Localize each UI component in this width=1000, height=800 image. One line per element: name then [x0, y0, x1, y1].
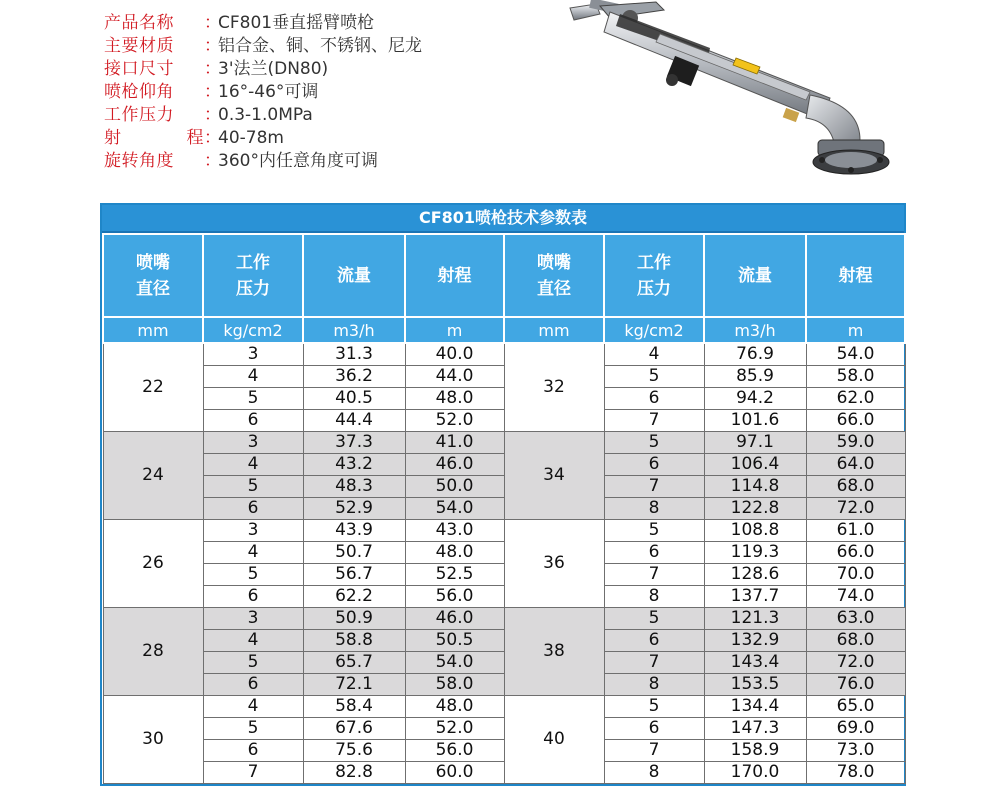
pressure-cell: 6 [203, 498, 303, 520]
range-cell: 50.5 [405, 630, 504, 652]
flow-cell: 52.9 [303, 498, 405, 520]
nozzle-diameter-cell: 34 [504, 432, 604, 520]
flow-cell: 97.1 [704, 432, 806, 454]
flow-cell: 37.3 [303, 432, 405, 454]
unit-row [103, 317, 905, 343]
flow-cell: 108.8 [704, 520, 806, 542]
pressure-cell: 4 [203, 542, 303, 564]
pressure-cell: 7 [604, 476, 704, 498]
unit-cell: mm [504, 317, 604, 343]
flow-cell: 36.2 [303, 366, 405, 388]
range-cell: 68.0 [806, 630, 905, 652]
pressure-cell: 6 [604, 454, 704, 476]
spec-row [104, 35, 564, 58]
flow-cell: 128.6 [704, 564, 806, 586]
pressure-cell: 4 [203, 454, 303, 476]
spec-value: 40-78m [218, 128, 284, 148]
spec-colon: ： [204, 82, 221, 102]
column-header-right-diameter: 喷嘴 直径 [504, 234, 604, 317]
flow-cell: 50.7 [303, 542, 405, 564]
flow-cell: 48.3 [303, 476, 405, 498]
pressure-cell: 5 [203, 718, 303, 740]
range-cell: 40.0 [405, 343, 504, 366]
table-row [103, 608, 905, 630]
pressure-cell: 7 [604, 652, 704, 674]
pressure-cell: 3 [203, 432, 303, 454]
pressure-cell: 7 [604, 740, 704, 762]
flow-cell: 44.4 [303, 410, 405, 432]
flow-cell: 67.6 [303, 718, 405, 740]
spec-value: CF801垂直摇臂喷枪 [218, 13, 375, 33]
nozzle-diameter-cell: 38 [504, 608, 604, 696]
pressure-cell: 5 [604, 432, 704, 454]
flow-cell: 43.9 [303, 520, 405, 542]
flow-cell: 85.9 [704, 366, 806, 388]
range-cell: 63.0 [806, 608, 905, 630]
table-row [103, 343, 905, 366]
range-cell: 72.0 [806, 652, 905, 674]
column-header-left-flow: 流量 [303, 234, 405, 317]
spec-label-char: 射 [104, 128, 122, 148]
spec-colon: ： [204, 105, 221, 125]
range-cell: 56.0 [405, 740, 504, 762]
parameter-table [100, 203, 906, 786]
table-body [103, 343, 905, 784]
range-cell: 48.0 [405, 388, 504, 410]
unit-cell: m3/h [303, 317, 405, 343]
pressure-cell: 8 [604, 762, 704, 784]
flow-cell: 119.3 [704, 542, 806, 564]
pressure-cell: 8 [604, 586, 704, 608]
range-cell: 50.0 [405, 476, 504, 498]
spec-row [104, 104, 564, 127]
flow-cell: 75.6 [303, 740, 405, 762]
spec-label: 喷枪仰角 [104, 82, 174, 102]
spec-colon: ： [204, 151, 221, 171]
flow-cell: 106.4 [704, 454, 806, 476]
pressure-cell: 6 [203, 410, 303, 432]
pressure-cell: 3 [203, 343, 303, 366]
range-cell: 61.0 [806, 520, 905, 542]
flow-cell: 94.2 [704, 388, 806, 410]
flow-cell: 82.8 [303, 762, 405, 784]
flow-cell: 50.9 [303, 608, 405, 630]
sprinkler-gun-icon [560, 0, 900, 195]
pressure-cell: 4 [203, 366, 303, 388]
column-header-left-pressure: 工作 压力 [203, 234, 303, 317]
column-header-left-range: 射程 [405, 234, 504, 317]
pressure-cell: 5 [203, 652, 303, 674]
spec-row [104, 81, 564, 104]
flow-cell: 158.9 [704, 740, 806, 762]
range-cell: 73.0 [806, 740, 905, 762]
range-cell: 72.0 [806, 498, 905, 520]
column-header-left-diameter: 喷嘴 直径 [103, 234, 203, 317]
spec-colon: ： [204, 13, 221, 33]
data-table [102, 233, 906, 784]
spec-row [104, 12, 564, 35]
range-cell: 60.0 [405, 762, 504, 784]
spec-label: 接口尺寸 [104, 59, 174, 79]
column-header-right-pressure: 工作 压力 [604, 234, 704, 317]
spec-value: 360°内任意角度可调 [218, 151, 378, 171]
unit-cell: m3/h [704, 317, 806, 343]
flow-cell: 153.5 [704, 674, 806, 696]
range-cell: 44.0 [405, 366, 504, 388]
nozzle-diameter-cell: 24 [103, 432, 203, 520]
range-cell: 58.0 [405, 674, 504, 696]
pressure-cell: 5 [604, 608, 704, 630]
nozzle-diameter-cell: 36 [504, 520, 604, 608]
range-cell: 41.0 [405, 432, 504, 454]
flow-cell: 132.9 [704, 630, 806, 652]
unit-cell: kg/cm2 [604, 317, 704, 343]
unit-cell: m [405, 317, 504, 343]
range-cell: 43.0 [405, 520, 504, 542]
flow-cell: 58.4 [303, 696, 405, 718]
range-cell: 52.0 [405, 718, 504, 740]
column-header-right-range: 射程 [806, 234, 905, 317]
flow-cell: 56.7 [303, 564, 405, 586]
pressure-cell: 8 [604, 498, 704, 520]
range-cell: 65.0 [806, 696, 905, 718]
spec-value: 3'法兰(DN80) [218, 59, 329, 79]
range-cell: 76.0 [806, 674, 905, 696]
range-cell: 58.0 [806, 366, 905, 388]
unit-cell: m [806, 317, 905, 343]
flow-cell: 65.7 [303, 652, 405, 674]
pressure-cell: 8 [604, 674, 704, 696]
pressure-cell: 6 [203, 674, 303, 696]
nozzle-diameter-cell: 40 [504, 696, 604, 784]
flow-cell: 147.3 [704, 718, 806, 740]
spec-label-char: 程 [186, 128, 204, 148]
spec-label: 工作压力 [104, 105, 174, 125]
range-cell: 52.5 [405, 564, 504, 586]
column-header-right-flow: 流量 [704, 234, 806, 317]
flow-cell: 76.9 [704, 343, 806, 366]
pressure-cell: 7 [203, 762, 303, 784]
spec-label: 主要材质 [104, 36, 174, 56]
flow-cell: 170.0 [704, 762, 806, 784]
range-cell: 62.0 [806, 388, 905, 410]
range-cell: 59.0 [806, 432, 905, 454]
flow-cell: 40.5 [303, 388, 405, 410]
pressure-cell: 6 [203, 586, 303, 608]
flow-cell: 134.4 [704, 696, 806, 718]
pressure-cell: 5 [604, 366, 704, 388]
flow-cell: 137.7 [704, 586, 806, 608]
nozzle-diameter-cell: 26 [103, 520, 203, 608]
range-cell: 56.0 [405, 586, 504, 608]
spec-row [104, 58, 564, 81]
spec-row [104, 127, 564, 150]
pressure-cell: 7 [604, 564, 704, 586]
range-cell: 70.0 [806, 564, 905, 586]
pressure-cell: 3 [203, 608, 303, 630]
pressure-cell: 3 [203, 520, 303, 542]
spec-value: 0.3-1.0MPa [218, 105, 313, 125]
range-cell: 66.0 [806, 542, 905, 564]
range-cell: 46.0 [405, 608, 504, 630]
table-row [103, 520, 905, 542]
pressure-cell: 5 [203, 564, 303, 586]
flow-cell: 143.4 [704, 652, 806, 674]
flow-cell: 72.1 [303, 674, 405, 696]
table-row [103, 432, 905, 454]
spec-colon: ： [204, 128, 221, 148]
pressure-cell: 5 [604, 520, 704, 542]
nozzle-diameter-cell: 22 [103, 343, 203, 432]
flow-cell: 58.8 [303, 630, 405, 652]
pressure-cell: 4 [604, 343, 704, 366]
spec-label: 产品名称 [104, 13, 174, 33]
range-cell: 74.0 [806, 586, 905, 608]
spec-list [104, 12, 564, 173]
pressure-cell: 6 [604, 388, 704, 410]
spec-colon: ： [204, 59, 221, 79]
pressure-cell: 4 [203, 696, 303, 718]
pressure-cell: 6 [604, 542, 704, 564]
range-cell: 46.0 [405, 454, 504, 476]
flow-cell: 121.3 [704, 608, 806, 630]
flow-cell: 31.3 [303, 343, 405, 366]
flow-cell: 43.2 [303, 454, 405, 476]
spec-value: 铝合金、铜、不锈钢、尼龙 [218, 36, 422, 56]
pressure-cell: 6 [604, 718, 704, 740]
header-row [103, 234, 905, 317]
range-cell: 48.0 [405, 696, 504, 718]
flow-cell: 101.6 [704, 410, 806, 432]
spec-row [104, 150, 564, 173]
nozzle-diameter-cell: 32 [504, 343, 604, 432]
range-cell: 54.0 [405, 498, 504, 520]
range-cell: 52.0 [405, 410, 504, 432]
flow-cell: 114.8 [704, 476, 806, 498]
range-cell: 69.0 [806, 718, 905, 740]
unit-cell: mm [103, 317, 203, 343]
pressure-cell: 4 [203, 630, 303, 652]
unit-cell: kg/cm2 [203, 317, 303, 343]
nozzle-diameter-cell: 28 [103, 608, 203, 696]
flow-cell: 62.2 [303, 586, 405, 608]
pressure-cell: 5 [203, 388, 303, 410]
pressure-cell: 6 [203, 740, 303, 762]
range-cell: 64.0 [806, 454, 905, 476]
range-cell: 78.0 [806, 762, 905, 784]
spec-value: 16°-46°可调 [218, 82, 319, 102]
flow-cell: 122.8 [704, 498, 806, 520]
range-cell: 54.0 [806, 343, 905, 366]
pressure-cell: 5 [604, 696, 704, 718]
range-cell: 54.0 [405, 652, 504, 674]
range-cell: 66.0 [806, 410, 905, 432]
nozzle-diameter-cell: 30 [103, 696, 203, 784]
spec-label: 旋转角度 [104, 151, 174, 171]
pressure-cell: 7 [604, 410, 704, 432]
table-row [103, 696, 905, 718]
spec-colon: ： [204, 36, 221, 56]
range-cell: 48.0 [405, 542, 504, 564]
table-title: CF801喷枪技术参数表 [102, 205, 904, 233]
pressure-cell: 6 [604, 630, 704, 652]
spec-label [104, 127, 204, 150]
pressure-cell: 5 [203, 476, 303, 498]
range-cell: 68.0 [806, 476, 905, 498]
